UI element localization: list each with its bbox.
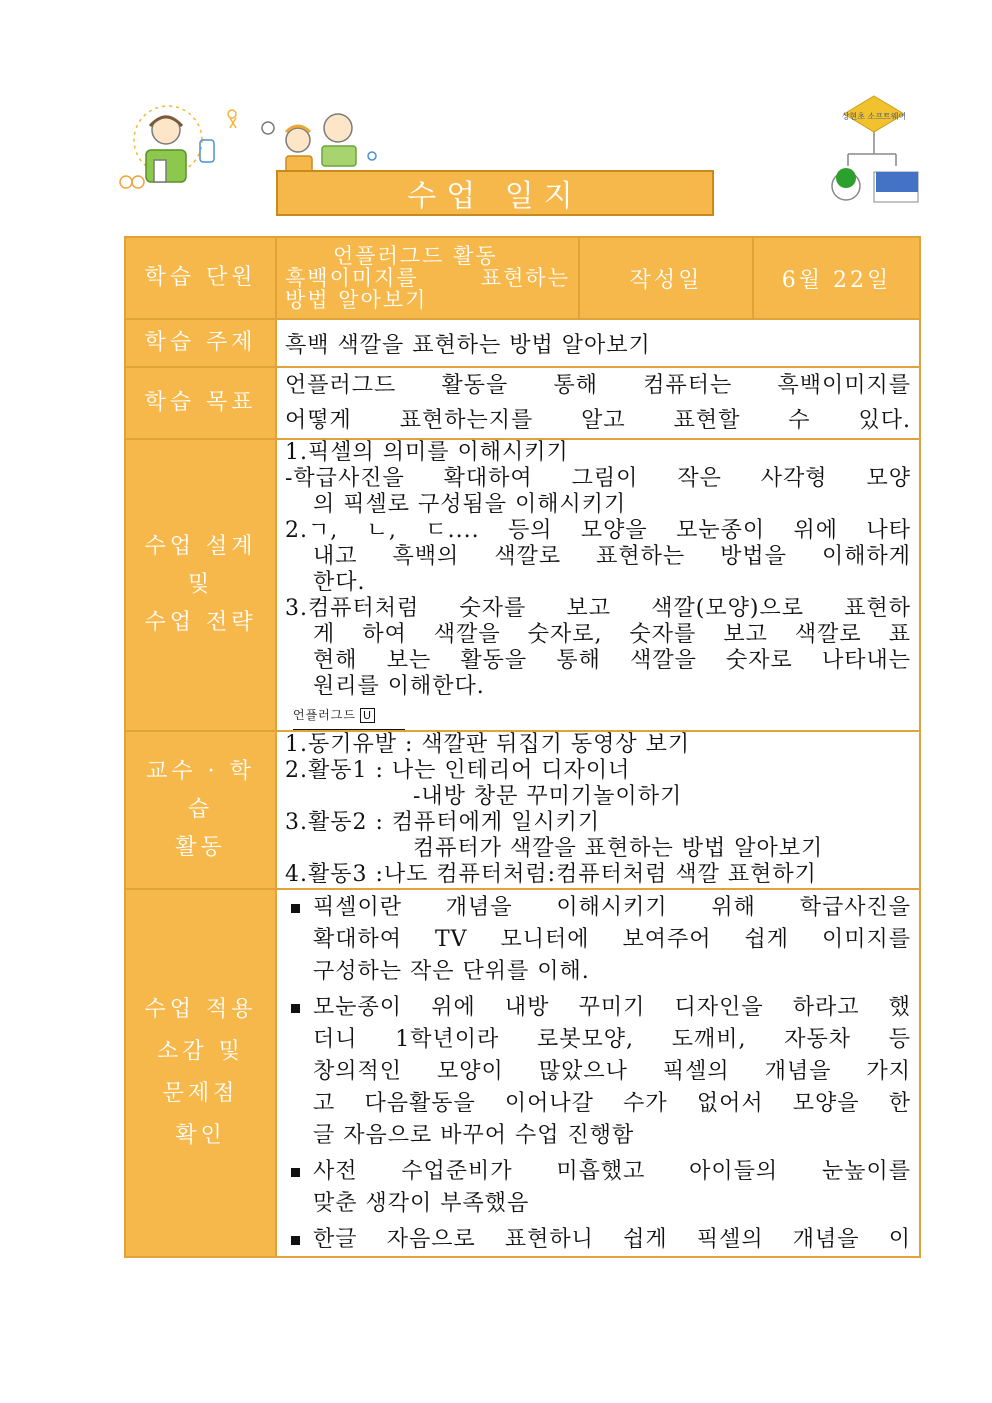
reflection-label-3: 문제점	[162, 1081, 239, 1106]
reflection-line: 한글 자음으로 표현하니 쉽게 픽셀의 개념을 이	[313, 1227, 911, 1252]
reflection-line: 사전 수업준비가 미흡했고 아이들의 눈높이를	[313, 1159, 911, 1184]
reflection-bullet	[285, 1156, 911, 1220]
lesson-log-table	[124, 236, 921, 1258]
reflection-bullet	[285, 1224, 911, 1256]
design-label-3: 수업 전략	[144, 610, 257, 635]
square-bullet-icon	[291, 1236, 300, 1245]
design-line: -학급사진을 확대하여 그림이 작은 사각형 모양	[285, 466, 911, 491]
activity-label-2: 활동	[175, 835, 226, 860]
reflection-bullet	[285, 892, 911, 988]
activity-line: 4.활동3 :나도 컴퓨터처럼:컴퓨터처럼 색깔 표현하기	[285, 862, 817, 887]
design-line: 현해 보는 활동을 통해 색깔을 숫자로 나타내는	[313, 648, 911, 673]
page-title: 수업 일지	[276, 170, 714, 216]
design-line: 2.ㄱ, ㄴ, ㄷ.... 등의 모양을 모눈종이 위에 나타	[285, 518, 911, 543]
reflection-line: 구성하는 작은 단위를 이해.	[313, 959, 590, 984]
unplugged-note	[293, 702, 405, 730]
design-line: 3.컴퓨터처럼 숫자를 보고 색깔(모양)으로 표현하	[285, 596, 911, 621]
goal-row	[125, 367, 920, 439]
date-label: 작성일	[579, 237, 753, 319]
reflection-bullet	[285, 992, 911, 1152]
unit-line-3: 방법 알아보기	[285, 288, 428, 312]
date-value: 6월 22일	[753, 237, 920, 319]
design-line: 의 픽셀로 구성됨을 이해시키기	[313, 492, 627, 517]
reflection-label	[125, 889, 276, 1257]
reflection-line: 더니 1학년이라 로봇모양, 도깨비, 자동차 등	[313, 1027, 911, 1052]
unplugged-note-text: 언플러그드	[293, 708, 356, 722]
goal-line-2: 어떻게 표현하는지를 알고 표현할 수 있다.	[285, 408, 911, 433]
design-line: 내고 흑백의 색깔로 표현하는 방법을 이해하게	[313, 544, 911, 569]
unit-label: 학습 단원	[125, 237, 276, 319]
goal-value	[276, 367, 920, 439]
reflection-line: 모눈종이 위에 내방 꾸미기 디자인을 하라고 했	[313, 995, 911, 1020]
reflection-label-1: 수업 적용	[144, 997, 257, 1022]
reflection-label-4: 확인	[175, 1123, 226, 1148]
goal-label: 학습 목표	[125, 367, 276, 439]
topic-row	[125, 319, 920, 367]
reflection-line: 맞춘 생각이 부족했음	[313, 1191, 530, 1216]
goal-line-1: 언플러그드 활동을 통해 컴퓨터는 흑백이미지를	[285, 373, 911, 398]
unit-value	[276, 237, 579, 319]
design-label	[125, 439, 276, 731]
design-line: 게 하여 색깔을 숫자로, 숫자를 보고 색깔로 표	[313, 622, 911, 647]
reflection-content	[276, 889, 920, 1257]
reflection-line: 글 자음으로 바꾸어 수업 진행함	[313, 1123, 635, 1148]
reflection-line: 픽셀이란 개념을 이해시키기 위해 학급사진을	[313, 895, 911, 920]
topic-label: 학습 주제	[125, 319, 276, 367]
unit-line-1: 언플러그드 활동	[333, 244, 498, 268]
design-line: 1.픽셀의 의미를 이해시키기	[285, 440, 569, 465]
activity-line: 3.활동2 : 컴퓨터에게 일시키기	[285, 810, 601, 835]
design-row	[125, 439, 920, 731]
reflection-line: 창의적인 모양이 많았으나 픽셀의 개념을 가지	[313, 1059, 911, 1084]
design-line: 원리를 이해한다.	[313, 674, 485, 699]
activity-line: 컴퓨터가 색깔을 표현하는 방법 알아보기	[413, 836, 824, 861]
school-logo	[826, 92, 926, 208]
activity-line: 1.동기유발 : 색깔판 뒤집기 동영상 보기	[285, 732, 691, 757]
activity-label	[125, 731, 276, 889]
activity-label-1: 교수 · 학습	[146, 759, 255, 822]
square-bullet-icon	[291, 1004, 300, 1013]
unit-row	[125, 237, 920, 319]
square-bullet-icon	[291, 904, 300, 913]
design-label-2: 및	[187, 572, 214, 597]
unit-line-2: 흑백이미지를 표현하는	[285, 266, 570, 290]
reflection-label-2: 소감 및	[157, 1039, 244, 1064]
reflection-line: 고 다음활동을 이어나갈 수가 없어서 모양을 한	[313, 1091, 911, 1116]
reflection-line: 확대하여 TV 모니터에 보여주어 쉽게 이미지를	[313, 927, 911, 952]
activity-line: 2.활동1 : 나는 인테리어 디자이너	[285, 758, 631, 783]
design-label-1: 수업 설계	[144, 534, 257, 559]
reflection-row	[125, 889, 920, 1257]
activity-line: -내방 창문 꾸미기놀이하기	[413, 784, 683, 809]
design-line: 한다.	[313, 570, 366, 595]
design-content	[276, 439, 920, 731]
logo-text: 상현초 소프트웨어	[841, 112, 907, 121]
square-bullet-icon	[291, 1168, 300, 1177]
activity-content	[276, 731, 920, 889]
u-icon: U	[360, 708, 375, 723]
activity-row	[125, 731, 920, 889]
topic-value: 흑백 색깔을 표현하는 방법 알아보기	[276, 319, 920, 367]
